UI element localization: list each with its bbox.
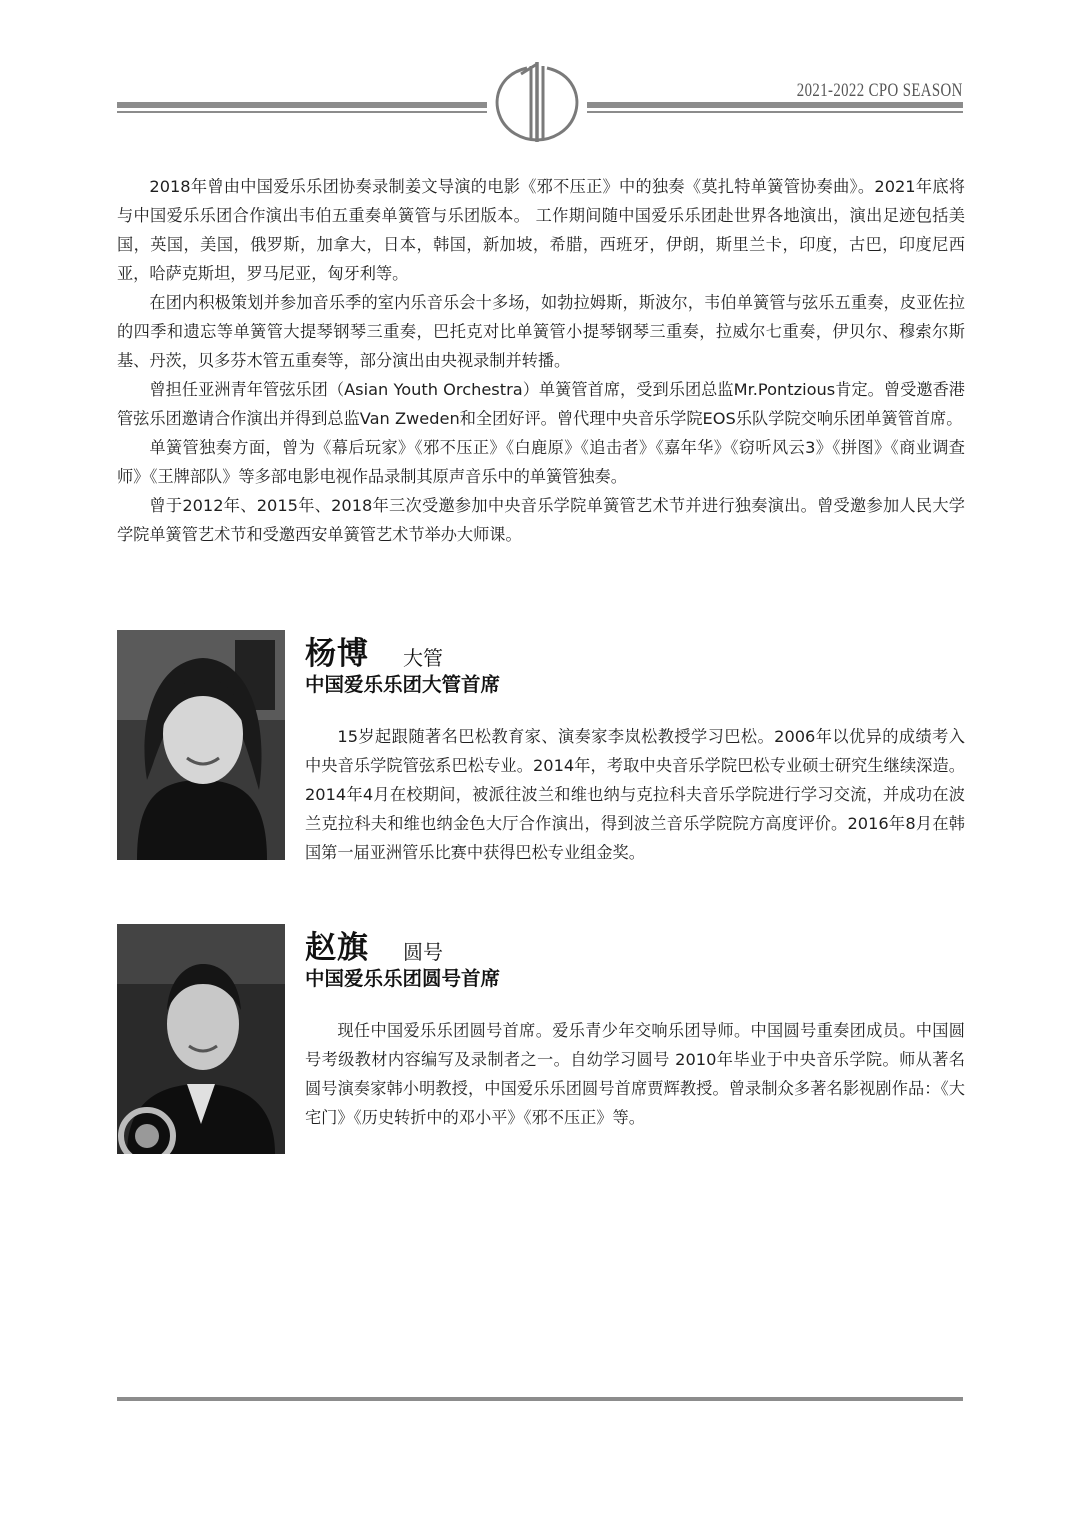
intro-paragraph: 曾担任亚洲青年管弦乐团（Asian Youth Orchestra）单簧管首席，受到乐团总监Mr.Pontzious肯定。曾受邀香港管弦乐团邀请合作演出并得到总监Van Zweden和全团好评。曾代理中央音乐学院EOS乐队学院交响乐团单簧管首席。 [117, 380, 965, 428]
season-label: 2021-2022 CPO SEASON [797, 80, 963, 101]
portrait-photo [117, 924, 285, 1154]
musician-role: 中国爱乐乐团大管首席 [305, 673, 501, 696]
intro-biography [117, 172, 965, 549]
intro-paragraph: 曾于2012年、2015年、2018年三次受邀参加中央音乐学院单簧管艺术节并进行独奏演出。曾受邀参加人民大学学院单簧管艺术节和受邀西安单簧管艺术节举办大师课。 [117, 496, 965, 544]
musician-instrument: 大管 [403, 646, 443, 670]
musician-bio: 现任中国爱乐乐团圆号首席。爱乐青少年交响乐团导师。中国圆号重奏团成员。中国圆号考级教材内容编写及录制者之一。自幼学习圆号 2010年毕业于中央音乐学院。师从著名圆号演奏家韩小明教授，中国爱乐乐团圆号首席贾辉教授。曾录制众多著名影视剧作品：《大宅门》《历史转折中的邓小平》《邪不压正》等。 [305, 1021, 965, 1127]
musician-name: 赵旗 [305, 930, 369, 966]
portrait-photo [117, 630, 285, 860]
musician-instrument: 圆号 [403, 940, 443, 964]
intro-paragraph: 在团内积极策划并参加音乐季的室内乐音乐会十多场，如勃拉姆斯，斯波尔，韦伯单簧管与弦乐五重奏，皮亚佐拉的四季和遗忘等单簧管大提琴钢琴三重奏，巴托克对比单簧管小提琴钢琴三重奏，拉威尔七重奏，伊贝尔、穆索尔斯基、丹茨，贝多芬木管五重奏等，部分演出由央视录制并转播。 [117, 293, 965, 370]
orchestra-logo-icon [487, 60, 587, 144]
intro-paragraph: 2018年曾由中国爱乐乐团协奏录制姜文导演的电影《邪不压正》中的独奏《莫扎特单簧管协奏曲》。2021年底将与中国爱乐乐团合作演出韦伯五重奏单簧管与乐团版本。 工作期间随中国爱乐乐团赴世界各地演出，演出足迹包括美国，英国，美国，俄罗斯，加拿大，日本，韩国，新加坡，希腊，西班牙，伊朗，斯里兰卡，印度，古巴，印度尼西亚，哈萨克斯坦，罗马尼亚，匈牙利等。 [117, 177, 965, 283]
musician-name: 杨博 [305, 636, 369, 672]
musician-role: 中国爱乐乐团圆号首席 [305, 967, 501, 990]
intro-paragraph: 单簧管独奏方面，曾为《幕后玩家》《邪不压正》《白鹿原》《追击者》《嘉年华》《窃听风云3》《拼图》《商业调查师》《王牌部队》等多部电影电视作品录制其原声音乐中的单簧管独奏。 [117, 438, 965, 486]
musician-bio: 15岁起跟随著名巴松教育家、演奏家李岚松教授学习巴松。2006年以优异的成绩考入中央音乐学院管弦系巴松专业。2014年，考取中央音乐学院巴松专业硕士研究生继续深造。2014年4月在校期间，被派往波兰和维也纳与克拉科夫音乐学院进行学习交流，并成功在波兰克拉科夫和维也纳金色大厅合作演出，得到波兰音乐学院院方高度评价。2016年8月在韩国第一届亚洲管乐比赛中获得巴松专业组金奖。 [305, 727, 965, 862]
footer-rule [117, 1397, 963, 1401]
